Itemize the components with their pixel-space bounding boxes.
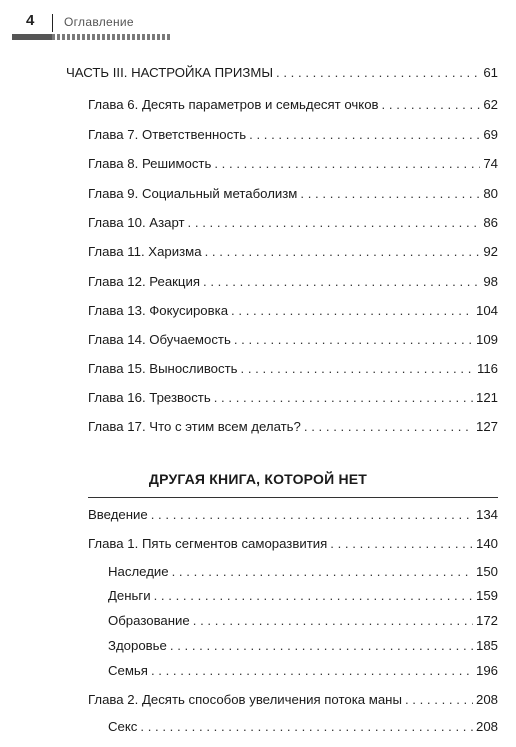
toc-entry-title: Глава 15. Выносливость xyxy=(88,361,238,376)
toc-dot-leader xyxy=(188,214,481,232)
toc-dot-leader xyxy=(231,302,473,320)
toc-dot-leader xyxy=(151,506,473,524)
toc-entry-money[interactable] xyxy=(108,587,498,605)
toc-dot-leader xyxy=(193,612,473,630)
section-divider xyxy=(88,497,498,498)
toc-entry-title: Глава 2. Десять способов увеличения потока маны xyxy=(88,692,402,707)
toc-dot-leader xyxy=(304,418,473,436)
toc-entry-chapter-16[interactable] xyxy=(88,389,498,407)
toc-entry-title: Глава 1. Пять сегментов саморазвития xyxy=(88,536,328,551)
toc-entry-title: Глава 12. Реакция xyxy=(88,274,200,289)
toc-entry-page: 208 xyxy=(475,719,498,734)
toc-entry-title: Глава 14. Обучаемость xyxy=(88,332,231,347)
toc-entry-title: Глава 13. Фокусировка xyxy=(88,303,229,318)
toc-entry-page: 208 xyxy=(475,692,498,707)
page-header xyxy=(12,8,172,38)
toc-entry-page: 74 xyxy=(483,156,498,171)
toc-entry-title: Глава 8. Решимость xyxy=(88,156,212,171)
toc-entry-chapter-12[interactable] xyxy=(88,273,498,291)
toc-dot-leader xyxy=(205,243,481,261)
section-heading: ДРУГАЯ КНИГА, КОТОРОЙ НЕТ xyxy=(148,471,368,487)
toc-dot-leader xyxy=(203,273,480,291)
toc-entry-page: 140 xyxy=(475,536,498,551)
toc-entry-page: 185 xyxy=(475,638,498,653)
toc-entry-page: 150 xyxy=(475,564,498,579)
toc-dot-leader xyxy=(276,64,480,82)
toc-dot-leader xyxy=(214,155,480,173)
toc-dot-leader xyxy=(214,389,473,407)
toc-dot-leader xyxy=(382,96,481,114)
toc-entry-page: 121 xyxy=(475,390,498,405)
toc-entry-title: Глава 7. Ответственность xyxy=(88,127,247,142)
toc-dot-leader xyxy=(140,718,473,736)
toc-entry-title: ЧАСТЬ III. НАСТРОЙКА ПРИЗМЫ xyxy=(66,65,274,80)
header-divider xyxy=(52,14,53,32)
toc-dot-leader xyxy=(249,126,480,144)
toc-entry-page: 116 xyxy=(476,361,498,376)
toc-entry-title: Введение xyxy=(88,507,148,522)
toc-dot-leader xyxy=(154,587,473,605)
toc-entry-heritage[interactable] xyxy=(108,563,498,581)
toc-entry-title: Глава 6. Десять параметров и семьдесят очков xyxy=(88,97,379,112)
toc-entry-page: 172 xyxy=(475,613,498,628)
toc-entry-title: Наследие xyxy=(108,564,169,579)
page-number: 4 xyxy=(26,12,35,29)
toc-entry-chapter-14[interactable] xyxy=(88,331,498,349)
toc-entry-book2-chapter-2[interactable] xyxy=(88,691,498,709)
toc-entry-book2-chapter-1[interactable] xyxy=(88,535,498,553)
header-decorative-bar-solid xyxy=(12,34,52,40)
toc-entry-title: Глава 16. Трезвость xyxy=(88,390,211,405)
toc-entry-page: 127 xyxy=(475,419,498,434)
toc-entry-introduction[interactable] xyxy=(88,506,498,524)
toc-entry-page: 80 xyxy=(483,186,498,201)
toc-entry-part-3[interactable] xyxy=(66,64,498,82)
toc-entry-page: 61 xyxy=(483,65,498,80)
running-title: Оглавление xyxy=(64,15,134,29)
toc-entry-title: Глава 9. Социальный метаболизм xyxy=(88,186,298,201)
toc-dot-leader xyxy=(241,360,474,378)
toc-entry-page: 92 xyxy=(483,244,498,259)
toc-entry-title: Глава 10. Азарт xyxy=(88,215,185,230)
toc-entry-page: 62 xyxy=(483,97,498,112)
toc-entry-education[interactable] xyxy=(108,612,498,630)
toc-dot-leader xyxy=(151,662,473,680)
toc-entry-title: Образование xyxy=(108,613,190,628)
toc-entry-title: Семья xyxy=(108,663,148,678)
toc-entry-chapter-17[interactable] xyxy=(88,418,498,436)
toc-entry-chapter-13[interactable] xyxy=(88,302,498,320)
toc-entry-page: 196 xyxy=(475,663,498,678)
toc-entry-title: Деньги xyxy=(108,588,151,603)
toc-dot-leader xyxy=(405,691,473,709)
toc-dot-leader xyxy=(330,535,473,553)
toc-entry-title: Здоровье xyxy=(108,638,167,653)
toc-entry-page: 86 xyxy=(483,215,498,230)
toc-entry-title: Глава 17. Что с этим всем делать? xyxy=(88,419,301,434)
toc-entry-page: 134 xyxy=(475,507,498,522)
toc-dot-leader xyxy=(172,563,473,581)
toc-entry-chapter-7[interactable] xyxy=(88,126,498,144)
toc-dot-leader xyxy=(300,185,480,203)
toc-entry-chapter-10[interactable] xyxy=(88,214,498,232)
toc-entry-sex[interactable] xyxy=(108,718,498,736)
toc-entry-title: Глава 11. Харизма xyxy=(88,244,202,259)
toc-entry-title: Секс xyxy=(108,719,138,734)
toc-entry-page: 98 xyxy=(483,274,498,289)
toc-entry-page: 104 xyxy=(475,303,498,318)
toc-entry-chapter-8[interactable] xyxy=(88,155,498,173)
toc-dot-leader xyxy=(234,331,473,349)
toc-entry-page: 69 xyxy=(483,127,498,142)
toc-entry-chapter-9[interactable] xyxy=(88,185,498,203)
toc-entry-health[interactable] xyxy=(108,637,498,655)
toc-dot-leader xyxy=(170,637,473,655)
toc-entry-chapter-11[interactable] xyxy=(88,243,498,261)
toc-entry-family[interactable] xyxy=(108,662,498,680)
toc-entry-page: 109 xyxy=(475,332,498,347)
toc-entry-page: 159 xyxy=(475,588,498,603)
toc-entry-chapter-15[interactable] xyxy=(88,360,498,378)
toc-entry-chapter-6[interactable] xyxy=(88,96,498,114)
